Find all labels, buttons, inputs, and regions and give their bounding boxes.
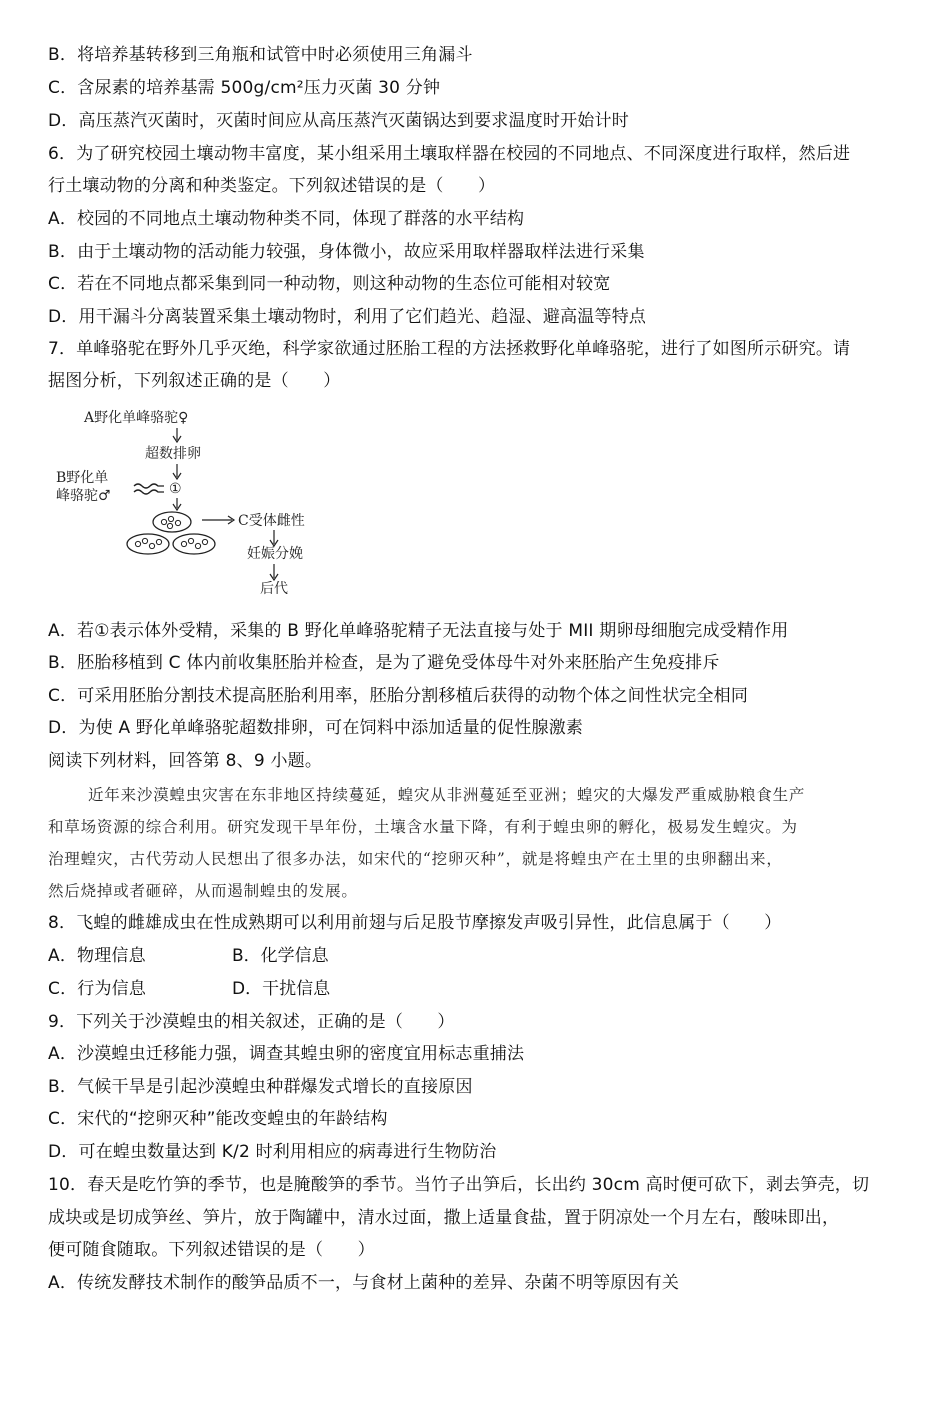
material-paragraph-line3: 治理蝗灾，古代劳动人民想出了很多办法，如宋代的“挖卵灭种”，就是将蝗虫产在土里的虫卵翻出来， [48, 850, 783, 868]
q7-option-a: A．若①表示体外受精，采集的 B 野化单峰骆驼精子无法直接与处于 MII 期卵母细胞完成受精作用 [48, 621, 789, 641]
q9-stem: 9．下列关于沙漠蝗虫的相关叙述，正确的是（ ） [48, 1012, 455, 1032]
material-paragraph-line4: 然后烧掉或者砸碎，从而遏制蝗虫的发展。 [48, 882, 358, 900]
q9-option-c: C．宋代的“挖卵灭种”能改变蝗虫的年龄结构 [48, 1109, 388, 1129]
q6-stem-line2: 行土壤动物的分离和种类鉴定。下列叙述错误的是（ ） [48, 176, 496, 196]
q8-option-d: D．干扰信息 [232, 979, 331, 999]
q5-option-d: D．高压蒸汽灭菌时，灭菌时间应从高压蒸汽灭菌锅达到要求温度时开始计时 [48, 111, 629, 131]
q6-stem-line1: 6．为了研究校园土壤动物丰富度，某小组采用土壤取样器在校园的不同地点、不同深度进行取样，然后进 [48, 144, 851, 164]
label-superovulation: 超数排卵 [145, 446, 201, 462]
q8-option-b: B．化学信息 [232, 946, 329, 966]
q7-stem-line1: 7．单峰骆驼在野外几乎灭绝，科学家欲通过胚胎工程的方法拯救野化单峰骆驼，进行了如图所示研究。请 [48, 339, 851, 359]
q5-option-c: C．含尿素的培养基需 500g/cm²压力灭菌 30 分钟 [48, 78, 441, 98]
label-offspring: 后代 [260, 581, 288, 597]
q6-option-b: B．由于土壤动物的活动能力较强，身体微小，故应采用取样器取样法进行采集 [48, 242, 645, 262]
label-b-male-line2: 峰骆驼♂ [56, 488, 111, 504]
q6-option-a: A．校园的不同地点土壤动物种类不同，体现了群落的水平结构 [48, 209, 525, 229]
embryo-engineering-diagram [52, 400, 352, 605]
q10-stem-line3: 便可随食随取。下列叙述错误的是（ ） [48, 1240, 375, 1260]
q8-option-a: A．物理信息 [48, 946, 146, 966]
q8-stem: 8．飞蝗的雌雄成虫在性成熟期可以利用前翅与后足股节摩擦发声吸引异性，此信息属于（ ） [48, 913, 782, 933]
q7-option-b: B．胚胎移植到 C 体内前收集胚胎并检查，是为了避免受体母牛对外来胚胎产生免疫排斥 [48, 653, 720, 673]
label-pregnancy-delivery: 妊娠分娩 [247, 546, 303, 562]
q5-option-b: B．将培养基转移到三角瓶和试管中时必须使用三角漏斗 [48, 45, 473, 65]
q7-option-c: C．可采用胚胎分割技术提高胚胎利用率，胚胎分割移植后获得的动物个体之间性状完全相同 [48, 686, 749, 706]
label-recipient-female: C受体雌性 [238, 513, 305, 529]
label-b-male-line1: B野化单 [56, 470, 109, 486]
q7-stem-line2: 据图分析，下列叙述正确的是（ ） [48, 371, 341, 391]
material-paragraph-line1: 近年来沙漠蝗虫灾害在东非地区持续蔓延，蝗灾从非洲蔓延至亚洲；蝗灾的大爆发严重威胁粮食生产 [88, 786, 806, 804]
material-intro: 阅读下列材料，回答第 8、9 小题。 [48, 751, 323, 771]
label-a-female-camel: A野化单峰骆驼♀ [84, 410, 189, 426]
q9-option-b: B．气候干旱是引起沙漠蝗虫种群爆发式增长的直接原因 [48, 1077, 473, 1097]
q6-option-d: D．用干漏斗分离装置采集土壤动物时，利用了它们趋光、趋湿、避高温等特点 [48, 307, 647, 327]
q8-option-c: C．行为信息 [48, 979, 147, 999]
q9-option-d: D．可在蝗虫数量达到 K/2 时利用相应的病毒进行生物防治 [48, 1142, 497, 1162]
embryo-icon [153, 512, 191, 532]
sperm-icon [134, 490, 164, 494]
q7-option-d: D．为使 A 野化单峰骆驼超数排卵，可在饲料中添加适量的促性腺激素 [48, 718, 584, 738]
q6-option-c: C．若在不同地点都采集到同一种动物，则这种动物的生态位可能相对较宽 [48, 274, 611, 294]
q10-option-a: A．传统发酵技术制作的酸笋品质不一，与食材上菌种的差异、杂菌不明等原因有关 [48, 1273, 680, 1293]
sperm-icon [134, 484, 164, 488]
q10-stem-line1: 10．春天是吃竹笋的季节，也是腌酸笋的季节。当竹子出笋后，长出约 30cm 高时便可砍下，剥去笋壳，切 [48, 1175, 870, 1195]
embryo-icon [173, 534, 215, 554]
q9-option-a: A．沙漠蝗虫迁移能力强，调查其蝗虫卵的密度宜用标志重捕法 [48, 1044, 525, 1064]
material-paragraph-line2: 和草场资源的综合利用。研究发现干旱年份，土壤含水量下降，有利于蝗虫卵的孵化，极易发生蝗灾。为 [48, 818, 798, 836]
embryo-icon [127, 534, 169, 554]
q10-stem-line2: 成块或是切成笋丝、笋片，放于陶罐中，清水过面，撒上适量食盐，置于阴凉处一个月左右，酸味即出， [48, 1208, 840, 1228]
step-1-marker: ① [169, 481, 182, 497]
